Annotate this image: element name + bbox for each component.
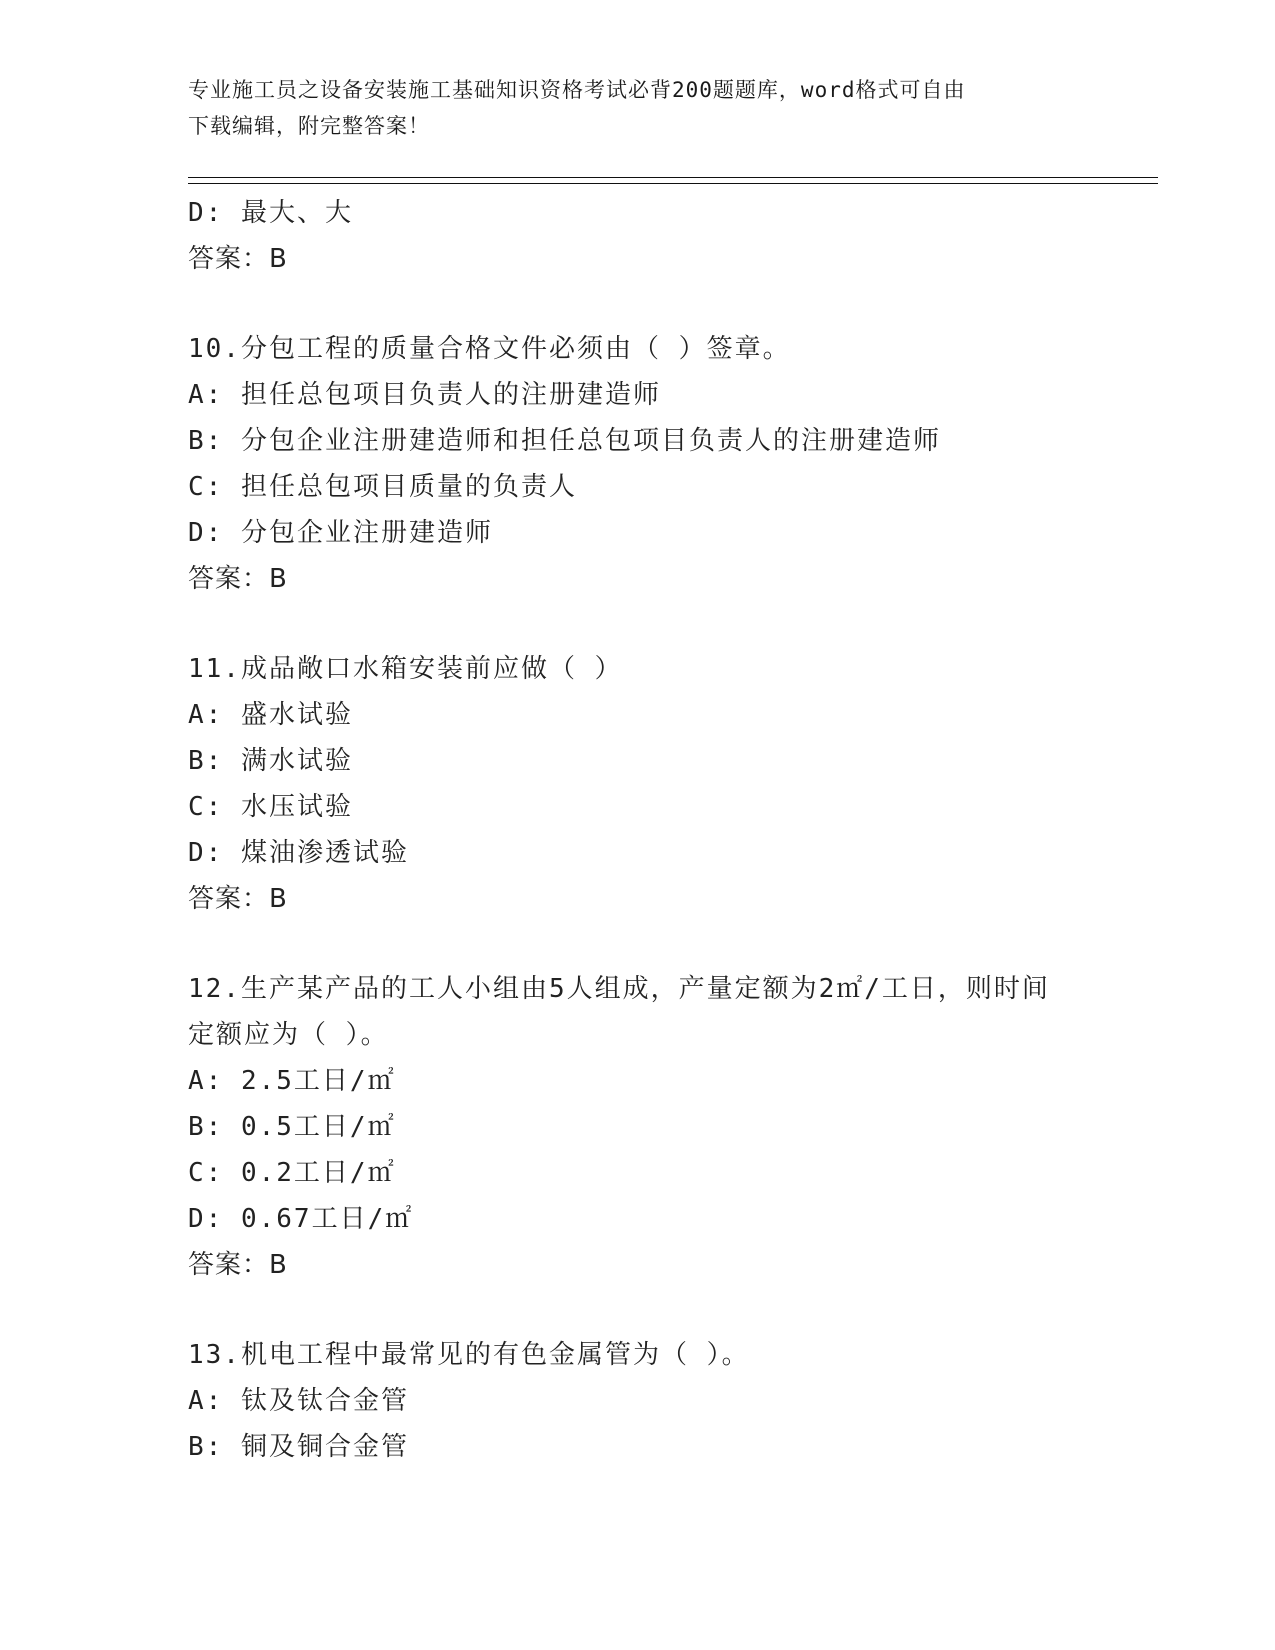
option-a: A: 钛及钛合金管	[188, 1386, 409, 1416]
option-b: B: 满水试验	[188, 746, 353, 776]
question-11	[188, 646, 1148, 922]
answer: 答案：B	[188, 1250, 288, 1280]
question-10	[188, 326, 1148, 602]
question-text: 11.成品敞口水箱安装前应做（ ）	[188, 654, 623, 684]
question-13	[188, 1332, 1148, 1470]
option-d: D: 煤油渗透试验	[188, 838, 409, 868]
header-divider-bottom	[188, 183, 1158, 184]
question-text-line-1: 12.生产某产品的工人小组由5人组成，产量定额为2㎡/工日，则时间	[188, 974, 1050, 1004]
option-a: A: 盛水试验	[188, 700, 353, 730]
prev-answer: 答案：B	[188, 244, 288, 274]
answer: 答案：B	[188, 884, 288, 914]
option-b: B: 铜及铜合金管	[188, 1432, 409, 1462]
option-c: C: 0.2工日/㎡	[188, 1158, 396, 1188]
option-a: A: 2.5工日/㎡	[188, 1066, 396, 1096]
option-c: C: 担任总包项目质量的负责人	[188, 472, 577, 502]
question-list	[188, 190, 1148, 1470]
option-d: D: 分包企业注册建造师	[188, 518, 493, 548]
option-d: D: 0.67工日/㎡	[188, 1204, 414, 1234]
spacer	[188, 282, 1148, 326]
header-title-line-1: 专业施工员之设备安装施工基础知识资格考试必背200题题库，word格式可自由	[188, 78, 966, 102]
question-text: 13.机电工程中最常见的有色金属管为（ ）。	[188, 1340, 750, 1370]
question-text: 10.分包工程的质量合格文件必须由（ ）签章。	[188, 334, 791, 364]
answer: 答案：B	[188, 564, 288, 594]
document-header	[188, 72, 1068, 144]
header-title-line-2: 下载编辑，附完整答案！	[188, 114, 430, 138]
prev-option-d: D: 最大、大	[188, 198, 353, 228]
question-12	[188, 966, 1148, 1288]
spacer	[188, 922, 1148, 966]
question-text-line-2: 定额应为（ ）。	[188, 1020, 389, 1050]
spacer	[188, 1288, 1148, 1332]
option-c: C: 水压试验	[188, 792, 353, 822]
option-b: B: 分包企业注册建造师和担任总包项目负责人的注册建造师	[188, 426, 941, 456]
option-a: A: 担任总包项目负责人的注册建造师	[188, 380, 661, 410]
header-divider-top	[188, 177, 1158, 178]
option-b: B: 0.5工日/㎡	[188, 1112, 396, 1142]
spacer	[188, 602, 1148, 646]
